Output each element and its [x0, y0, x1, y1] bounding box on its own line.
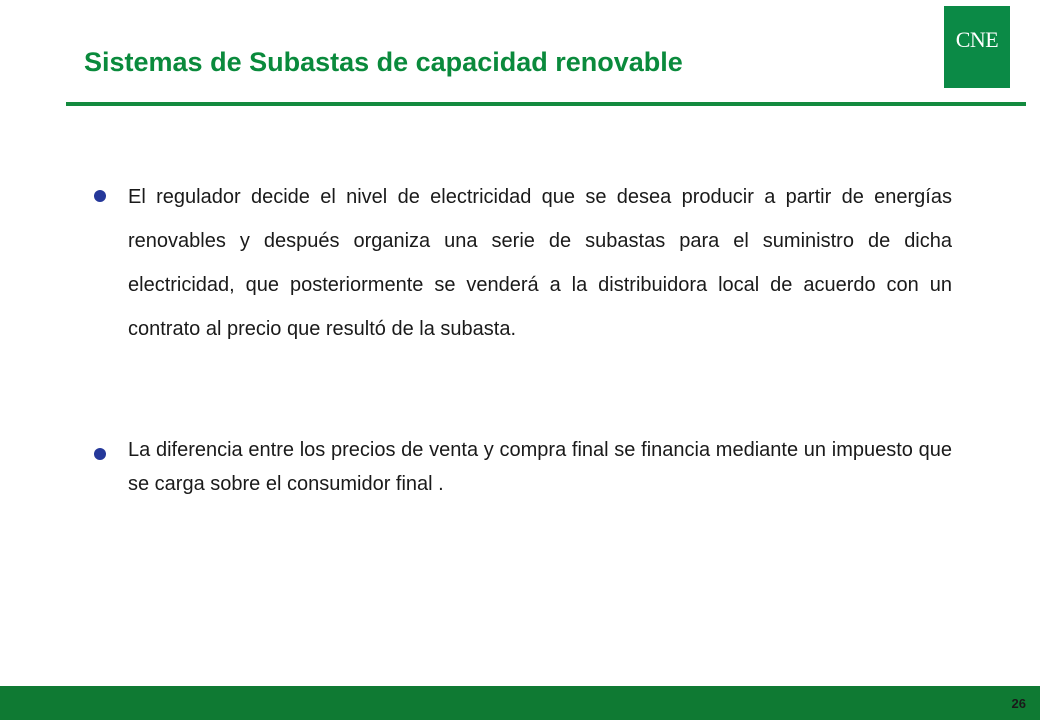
bullet-list — [94, 175, 952, 501]
bullet-dot-icon — [94, 190, 106, 202]
title-underline — [66, 102, 1026, 106]
footer-bar — [0, 686, 1040, 720]
slide-title: Sistemas de Subastas de capacidad renovable — [84, 47, 683, 77]
page-number: 26 — [1011, 696, 1026, 711]
bullet-text: El regulador decide el nivel de electricidad que se desea producir a partir de energías renovables y después organiza una serie de subastas para el suministro de dicha electricidad, que posteriormente se venderá a la distribuidora local de acuerdo con un contrato al precio que resultó de la subasta. — [128, 186, 952, 340]
cne-logo: CNE — [944, 6, 1010, 88]
bullet-dot-icon — [94, 448, 106, 460]
bullet-item-financing — [94, 433, 952, 501]
bullet-item-regulator — [94, 175, 952, 351]
bullet-text: La diferencia entre los precios de venta y compra final se financia mediante un impuesto que se carga sobre el consumidor final . — [128, 439, 952, 495]
